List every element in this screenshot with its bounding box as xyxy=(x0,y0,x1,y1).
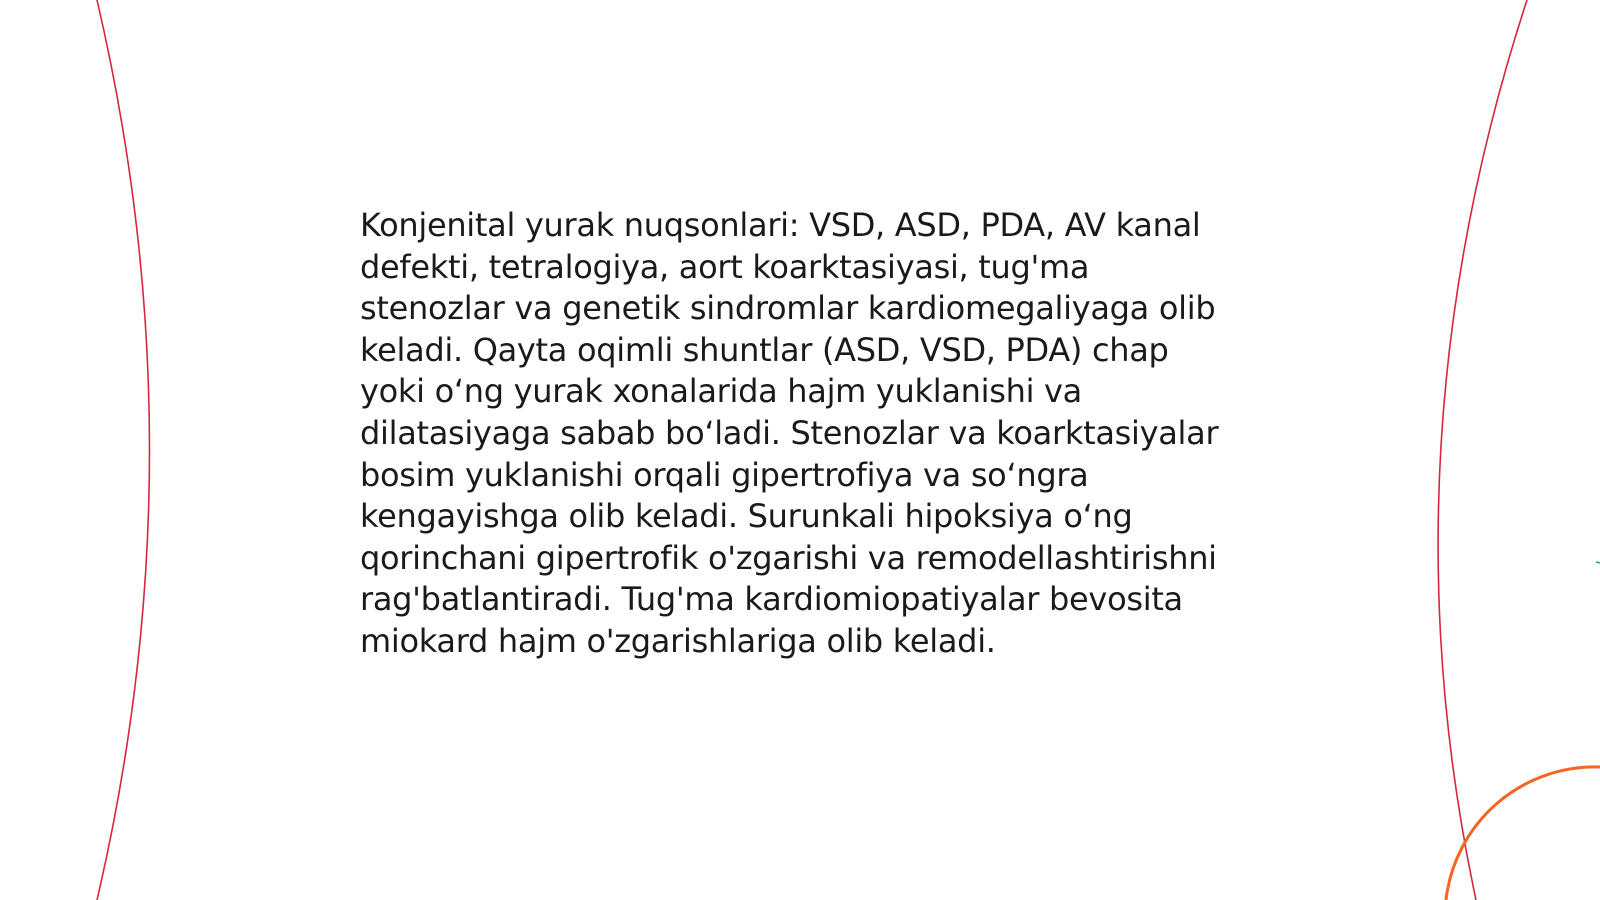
right-arc-line xyxy=(1438,0,1527,900)
orange-circle-arc xyxy=(1446,767,1600,900)
left-arc-line xyxy=(97,0,150,900)
body-paragraph: Konjenital yurak nuqsonlari: VSD, ASD, PDA, AV kanal defekti, tetralogiya, aort koarktasiyasi, tug'ma stenozlar va genetik sindromlar kardiomegaliyaga olib keladi. Qayta oqimli shuntlar (ASD, VSD, PDA) chap yoki oʻng yurak xonalarida hajm yuklanishi va dilatasiyaga sabab boʻladi. Stenozlar va koarktasiyalar bosim yuklanishi orqali gipertrofiya va soʻngra kengayishga olib keladi. Surunkali hipoksiya oʻng qorinchani gipertrofik o'zgarishi va remodellashtirishni rag'batlantiradi. Tug'ma kardiomiopatiyalar bevosita miokard hajm o'zgarishlariga olib keladi. xyxy=(360,206,1219,660)
teal-mark xyxy=(1596,562,1600,563)
